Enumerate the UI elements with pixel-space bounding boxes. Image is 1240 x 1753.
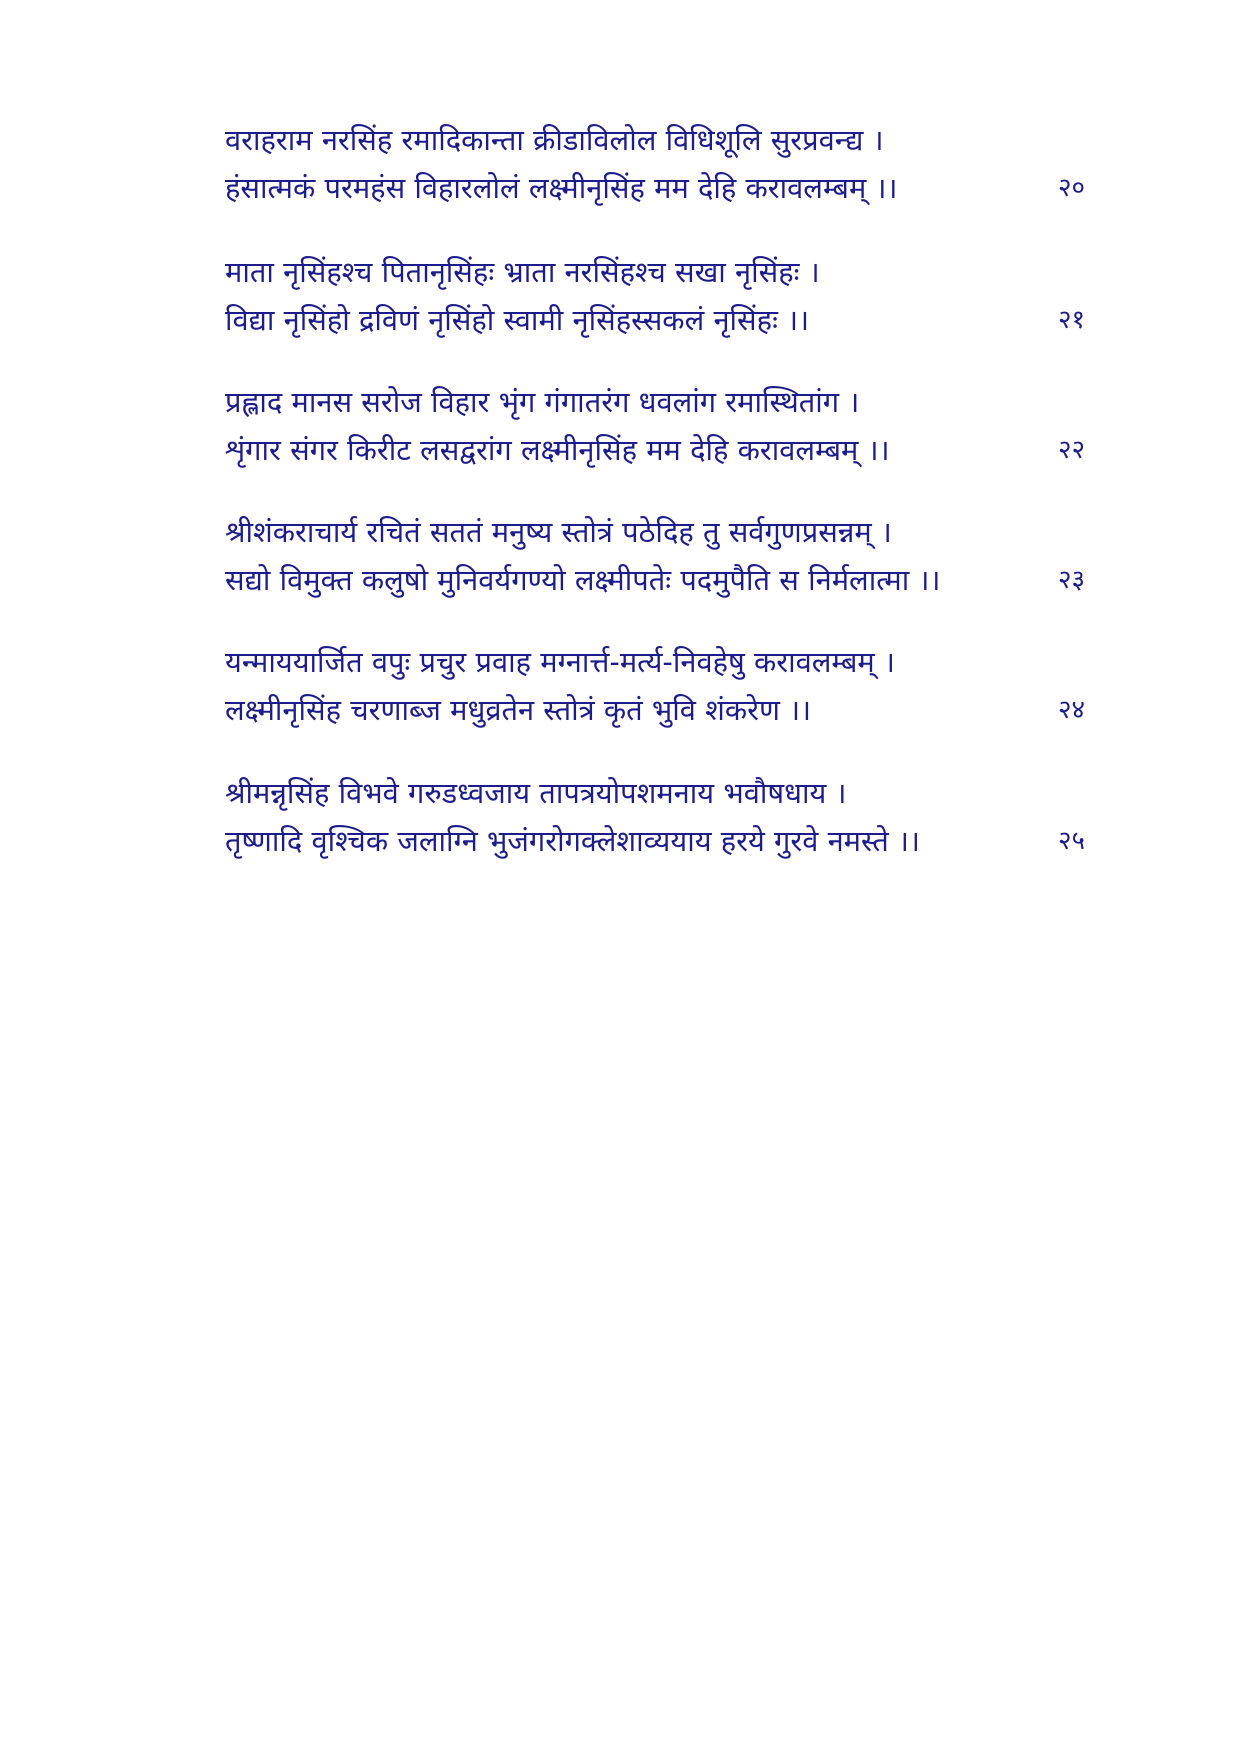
- verse-number: २१: [1057, 305, 1085, 335]
- verse-23: [225, 512, 1085, 612]
- verse-number: २२: [1057, 435, 1085, 465]
- verse-21: [225, 252, 1085, 352]
- verse-number: २३: [1057, 565, 1085, 595]
- verse-line-2: शृंगार संगर किरीट लसद्वरांग लक्ष्मीनृसिंह मम देहि करावलम्बम् ।।: [225, 433, 890, 467]
- verse-line-1: श्रीशंकराचार्य रचितं सततं मनुष्य स्तोत्रं पठेदिह तु सर्वगुणप्रसन्नम् ।: [225, 515, 892, 549]
- verse-20: [225, 120, 1085, 220]
- verse-line-1: यन्माययार्जित वपुः प्रचुर प्रवाह मग्नार्त्त-मर्त्य-निवहेषु करावलम्बम् ।: [225, 645, 895, 679]
- verse-line-2: विद्या नृसिंहो द्रविणं नृसिंहो स्वामी नृसिंहस्सकलं नृसिंहः ।।: [225, 303, 810, 337]
- verse-25: [225, 773, 1085, 873]
- verse-number: २०: [1057, 173, 1085, 203]
- verse-line-1: श्रीमन्नृसिंह विभवे गरुडध्वजाय तापत्रयोपशमनाय भवौषधाय ।: [225, 776, 847, 810]
- verse-22: [225, 382, 1085, 482]
- verse-line-2: हंसात्मकं परमहंस विहारलोलं लक्ष्मीनृसिंह मम देहि करावलम्बम् ।।: [225, 171, 898, 205]
- verse-line-1: प्रह्लाद मानस सरोज विहार भृंग गंगातरंग धवलांग रमास्थितांग ।: [225, 385, 860, 419]
- verse-24: [225, 642, 1085, 742]
- verse-line-1: माता नृसिंहश्च पितानृसिंहः भ्राता नरसिंहश्च सखा नृसिंहः ।: [225, 255, 820, 289]
- verse-line-1: वराहराम नरसिंह रमादिकान्ता क्रीडाविलोल विधिशूलि सुरप्रवन्द्य ।: [225, 123, 884, 157]
- verse-number: २४: [1057, 695, 1085, 725]
- verse-line-2: लक्ष्मीनृसिंह चरणाब्ज मधुव्रतेन स्तोत्रं कृतं भुवि शंकरेण ।।: [225, 693, 812, 727]
- verse-number: २५: [1057, 826, 1085, 856]
- verse-line-2: सद्यो विमुक्त कलुषो मुनिवर्यगण्यो लक्ष्मीपतेः पदमुपैति स निर्मलात्मा ।।: [225, 563, 941, 597]
- verse-line-2: तृष्णादि वृश्चिक जलाग्नि भुजंगरोगक्लेशाव्ययाय हरये गुरवे नमस्ते ।।: [225, 824, 921, 858]
